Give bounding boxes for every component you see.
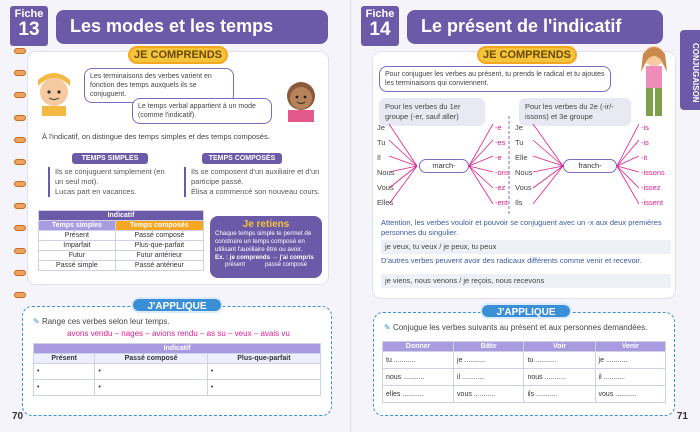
exercise-instruction [384, 323, 647, 333]
pronoun: Vous [515, 183, 532, 192]
answer-cell[interactable]: elles ........... [383, 386, 454, 403]
answer-cell[interactable]: • [207, 364, 320, 380]
speech-bubble: Pour conjuguer les verbes au présent, tu prends le radical et tu ajoutes les terminaisons qui conviennent. [379, 66, 611, 92]
answer-cell[interactable]: • [34, 380, 95, 396]
pronoun: Elle [515, 153, 528, 162]
answer-cell[interactable]: ils ........... [524, 386, 595, 403]
je-retiens-text: Chaque temps simple te permet de construire un temps composé en utilisant l'auxiliaire être ou avoir. [215, 230, 312, 253]
table-cell: Présent [39, 231, 116, 241]
group2-box: Pour les verbes du 2e (-ir/-issons) et 3e groupe [519, 98, 631, 126]
temps-composes-text [184, 167, 324, 197]
table-cell: Plus-que-parfait [115, 241, 203, 251]
ending: -ez [495, 183, 506, 192]
ending: -issez [641, 183, 661, 192]
japplique-label: J'APPLIQUE [131, 297, 223, 313]
stem-march: march- [419, 159, 469, 173]
label-passe-compose: passé composé [264, 262, 307, 268]
exercise-table [382, 341, 666, 403]
temps-simples-text [48, 167, 172, 197]
indicatif-table [38, 210, 204, 271]
je-retiens-example-labels [215, 262, 317, 269]
answer-cell[interactable]: • [95, 364, 207, 380]
speech-bubble-1: Les terminaisons des verbes varient en fonction des temps auxquels ils se conjuguent. [84, 68, 234, 103]
je-retiens-example: Ex. : je comprends → j'ai compris [215, 254, 314, 261]
pronoun: Nous [377, 168, 395, 177]
page-title: Les modes et les temps [56, 10, 328, 44]
exercise-table-title: Indicatif [34, 344, 321, 354]
page-title: Le présent de l'indicatif [407, 10, 663, 44]
temps-composes-example: Élisa a commencé son nouveau cours. [191, 187, 320, 196]
table-row [39, 241, 204, 251]
ending: -e [495, 123, 502, 132]
je-retiens-title: Je retiens [242, 219, 290, 230]
girl-illustration-icon [278, 72, 324, 122]
exercise-header: Venir [595, 342, 665, 352]
ending: -es [495, 138, 506, 147]
answer-cell[interactable]: vous ........... [595, 386, 665, 403]
answer-cell[interactable]: je ........... [454, 352, 524, 369]
ending-column-2 [641, 120, 665, 210]
answer-cell[interactable]: vous ........... [454, 386, 524, 403]
section-tab: CONJUGAISON [680, 30, 700, 110]
temps-simples-def: Ils se conjuguent simplement (en un seul mot). [55, 167, 165, 186]
pencil-icon: ✎ [33, 317, 40, 326]
temps-simples-heading: TEMPS SIMPLES [72, 153, 148, 164]
ending: -it [641, 153, 648, 162]
fiche-number: 13 [18, 19, 40, 40]
answer-row [383, 386, 666, 403]
pronoun-column-2 [515, 120, 533, 210]
temps-composes-heading: TEMPS COMPOSÉS [202, 153, 282, 164]
temps-simples-example: Lucas part en vacances. [55, 187, 137, 196]
pronoun: Il [377, 153, 381, 162]
je-comprends-label: JE COMPRENDS [128, 46, 228, 64]
answer-cell[interactable]: nous ........... [383, 369, 454, 386]
pronoun: Je [377, 123, 385, 132]
table-cell: Passé simple [39, 261, 116, 271]
fiche-number: 14 [369, 19, 391, 40]
ending: -is [641, 138, 649, 147]
pronoun: Nous [515, 168, 533, 177]
table-cell: Futur antérieur [115, 251, 203, 261]
je-retiens-box [210, 216, 322, 278]
ending: -issons [641, 168, 665, 177]
intro-text: À l'indicatif, on distingue des temps simples et des temps composés. [42, 132, 270, 141]
ending: -ons [495, 168, 510, 177]
exercise-header-passe-compose: Passé composé [95, 354, 207, 364]
answer-cell[interactable]: • [207, 380, 320, 396]
pronoun: Je [515, 123, 523, 132]
lesson-card [28, 49, 328, 284]
exercise-table [33, 343, 321, 396]
table-row [39, 251, 204, 261]
table-header-compose: Temps composés [115, 221, 203, 231]
page-number: 70 [12, 411, 24, 422]
exercise-instruction-text: Conjugue les verbes suivants au présent et aux personnes demandées. [392, 323, 648, 332]
note-radicaux: D'autres verbes peuvent avoir des radicaux différents comme venir et recevoir. [381, 256, 642, 265]
exercise-header: Bâtir [454, 342, 524, 352]
exercise-header: Voir [524, 342, 595, 352]
pencil-icon: ✎ [384, 323, 391, 332]
note-vouloir-pouvoir: Attention, les verbes vouloir et pouvoir se conjuguent avec un -x aux deux premières personnes du singulier. [381, 218, 662, 237]
exercise-header-plus-que-parfait: Plus-que-parfait [207, 354, 320, 364]
answer-cell[interactable]: • [95, 380, 207, 396]
answer-row [34, 380, 321, 396]
table-row [39, 261, 204, 271]
temps-composes-def: Ils se composent d'un auxiliaire et d'un participe passé. [191, 167, 320, 186]
table-header-simple: Temps simples [39, 221, 116, 231]
verbs-list: avons vendu – nages – avions rendu – as su – veux – avais vu [67, 329, 290, 338]
answer-cell[interactable]: il ........... [454, 369, 524, 386]
table-cell: Passé antérieur [115, 261, 203, 271]
answer-cell[interactable]: nous ........... [524, 369, 595, 386]
pronoun: Elles [377, 198, 394, 207]
answer-cell[interactable]: il ........... [595, 369, 665, 386]
stem-franch: franch- [563, 159, 617, 173]
pronoun: Tu [515, 138, 524, 147]
fiche-badge [361, 6, 399, 46]
table-cell: Imparfait [39, 241, 116, 251]
answer-cell[interactable]: tu ........... [383, 352, 454, 369]
table-cell: Passé composé [115, 231, 203, 241]
lesson-card [373, 49, 675, 298]
je-comprends-label: JE COMPRENDS [477, 46, 577, 64]
exercise-header-present: Présent [34, 354, 95, 364]
japplique-label: J'APPLIQUE [480, 303, 572, 319]
ending: -issent [641, 198, 664, 207]
fiche-badge [10, 6, 48, 46]
group1-box: Pour les verbes du 1er groupe (-er, sauf aller) [379, 98, 485, 126]
answer-cell[interactable]: tu ........... [524, 352, 595, 369]
speech-bubble-2: Le temps verbal appartient à un mode (comme l'indicatif). [132, 98, 272, 124]
exercise-instruction [33, 317, 170, 327]
table-row [39, 231, 204, 241]
answer-row [34, 364, 321, 380]
pronoun: Ils [515, 198, 523, 207]
fiche-word: Fiche [365, 8, 395, 20]
note-vouloir-example: je veux, tu veux / je peux, tu peux [381, 240, 671, 254]
exercise-instruction-text: Range ces verbes selon leur temps. [41, 317, 170, 326]
boy-illustration-icon [32, 66, 76, 116]
ending: -e [495, 153, 502, 162]
label-present: présent [224, 262, 245, 268]
pronoun: Tu [377, 138, 386, 147]
pronoun: Vous [377, 183, 394, 192]
pronoun-column-1 [377, 120, 395, 210]
fiche-word: Fiche [14, 8, 44, 20]
answer-row [383, 369, 666, 386]
answer-row [383, 352, 666, 369]
binder-rings [14, 48, 28, 298]
indicatif-table-title: Indicatif [39, 211, 204, 221]
girl-illustration-icon [635, 42, 673, 122]
ending: -ent [495, 198, 508, 207]
ending-column-1 [495, 120, 510, 210]
answer-cell[interactable]: je ........... [595, 352, 665, 369]
exercise-card [373, 307, 675, 416]
exercise-card [22, 301, 332, 416]
exercise-header: Donner [383, 342, 454, 352]
answer-cell[interactable]: • [34, 364, 95, 380]
table-cell: Futur [39, 251, 116, 261]
note-radicaux-example: je viens, nous venons / je reçois, nous recevons [381, 274, 671, 288]
right-page [350, 0, 700, 432]
ending: -is [641, 123, 649, 132]
page-number: 71 [676, 411, 688, 422]
